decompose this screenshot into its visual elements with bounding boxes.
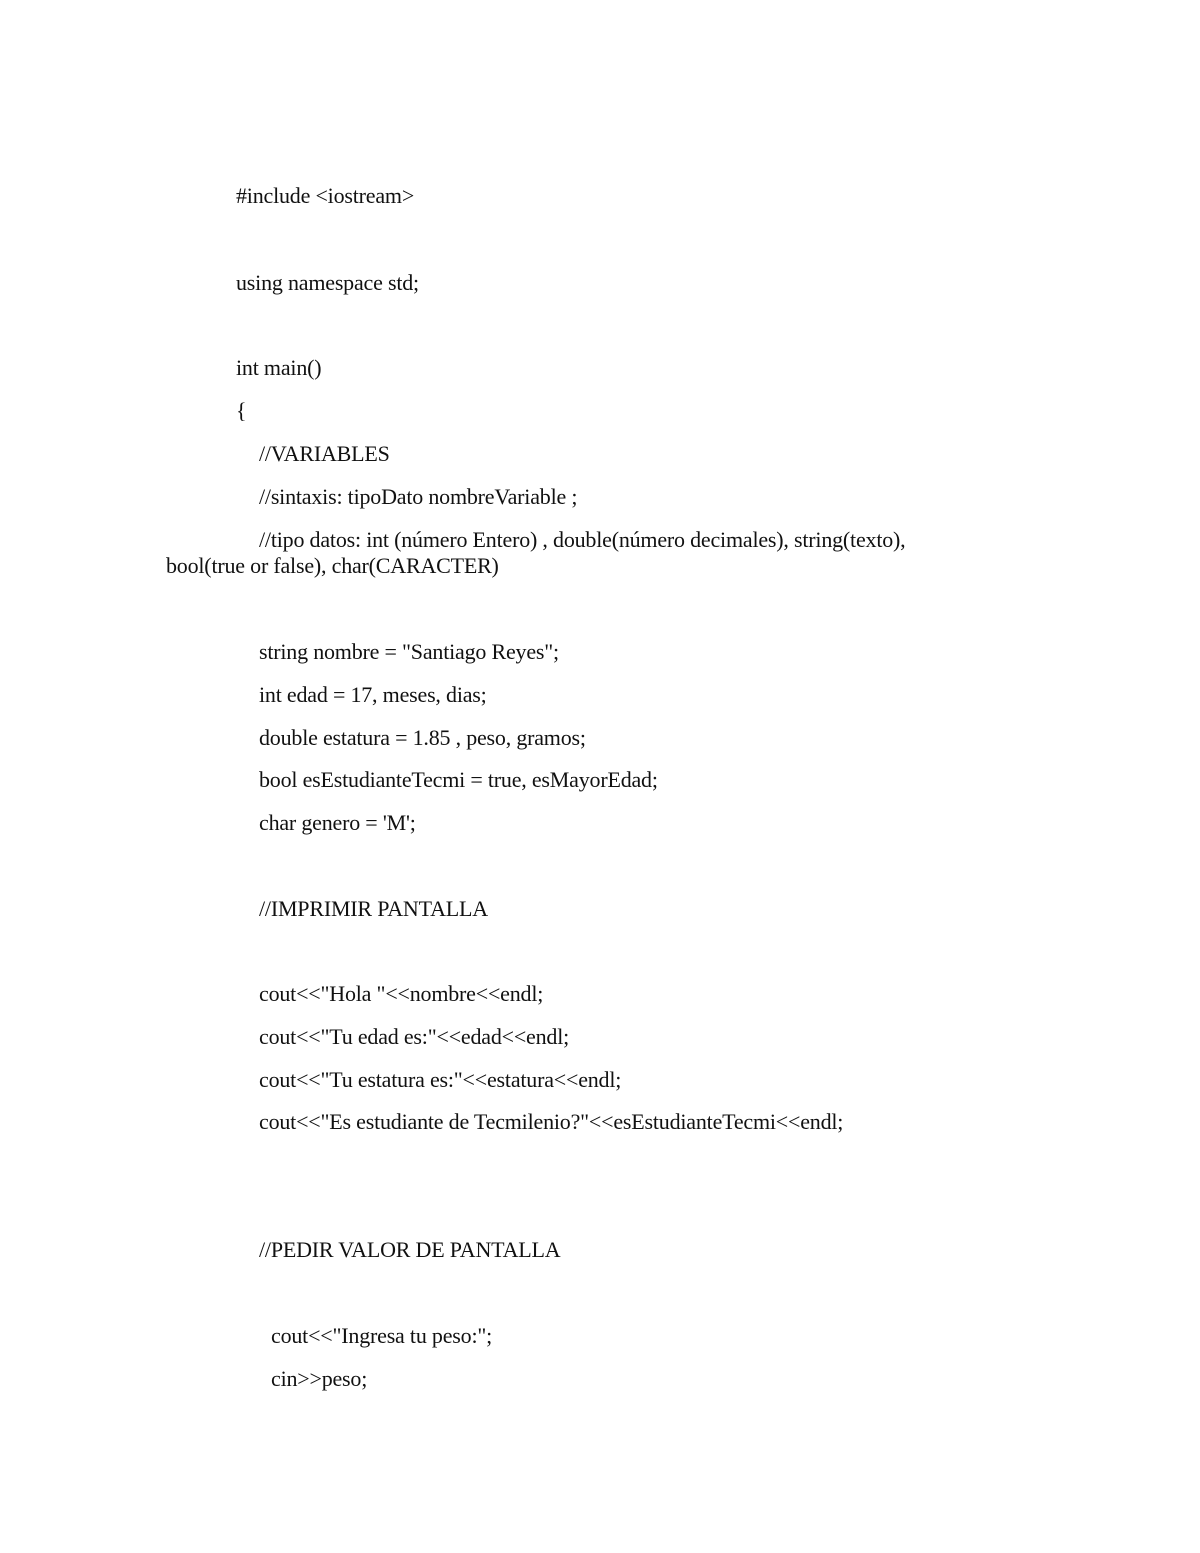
code-decl-bool: bool esEstudianteTecmi = true, esMayorEdad; <box>259 767 658 792</box>
code-comment-input: //PEDIR VALOR DE PANTALLA <box>259 1237 561 1262</box>
code-decl-int: int edad = 17, meses, dias; <box>259 682 487 707</box>
code-cout-edad: cout<<"Tu edad es:"<<edad<<endl; <box>259 1024 570 1049</box>
code-line-include: #include <iostream> <box>236 183 415 208</box>
code-comment-variables: //VARIABLES <box>259 441 390 466</box>
code-cout-peso: cout<<"Ingresa tu peso:"; <box>271 1323 493 1348</box>
code-cin-peso: cin>>peso; <box>271 1366 368 1391</box>
code-line-main: int main() <box>236 355 322 380</box>
code-comment-syntax: //sintaxis: tipoDato nombreVariable ; <box>259 484 578 509</box>
code-cout-estatura: cout<<"Tu estatura es:"<<estatura<<endl; <box>259 1067 622 1092</box>
code-comment-print: //IMPRIMIR PANTALLA <box>259 896 488 921</box>
code-comment-types-line-2: bool(true or false), char(CARACTER) <box>166 553 499 578</box>
code-line-using: using namespace std; <box>236 270 419 295</box>
code-decl-string: string nombre = "Santiago Reyes"; <box>259 639 559 664</box>
code-line-open-brace: { <box>236 398 247 423</box>
code-cout-estudiante: cout<<"Es estudiante de Tecmilenio?"<<esEstudianteTecmi<<endl; <box>259 1109 844 1134</box>
code-decl-double: double estatura = 1.85 , peso, gramos; <box>259 725 586 750</box>
code-cout-hola: cout<<"Hola "<<nombre<<endl; <box>259 981 544 1006</box>
code-comment-types-line-1: //tipo datos: int (número Entero) , double(número decimales), string(texto), <box>259 527 906 552</box>
code-decl-char: char genero = 'M'; <box>259 810 416 835</box>
